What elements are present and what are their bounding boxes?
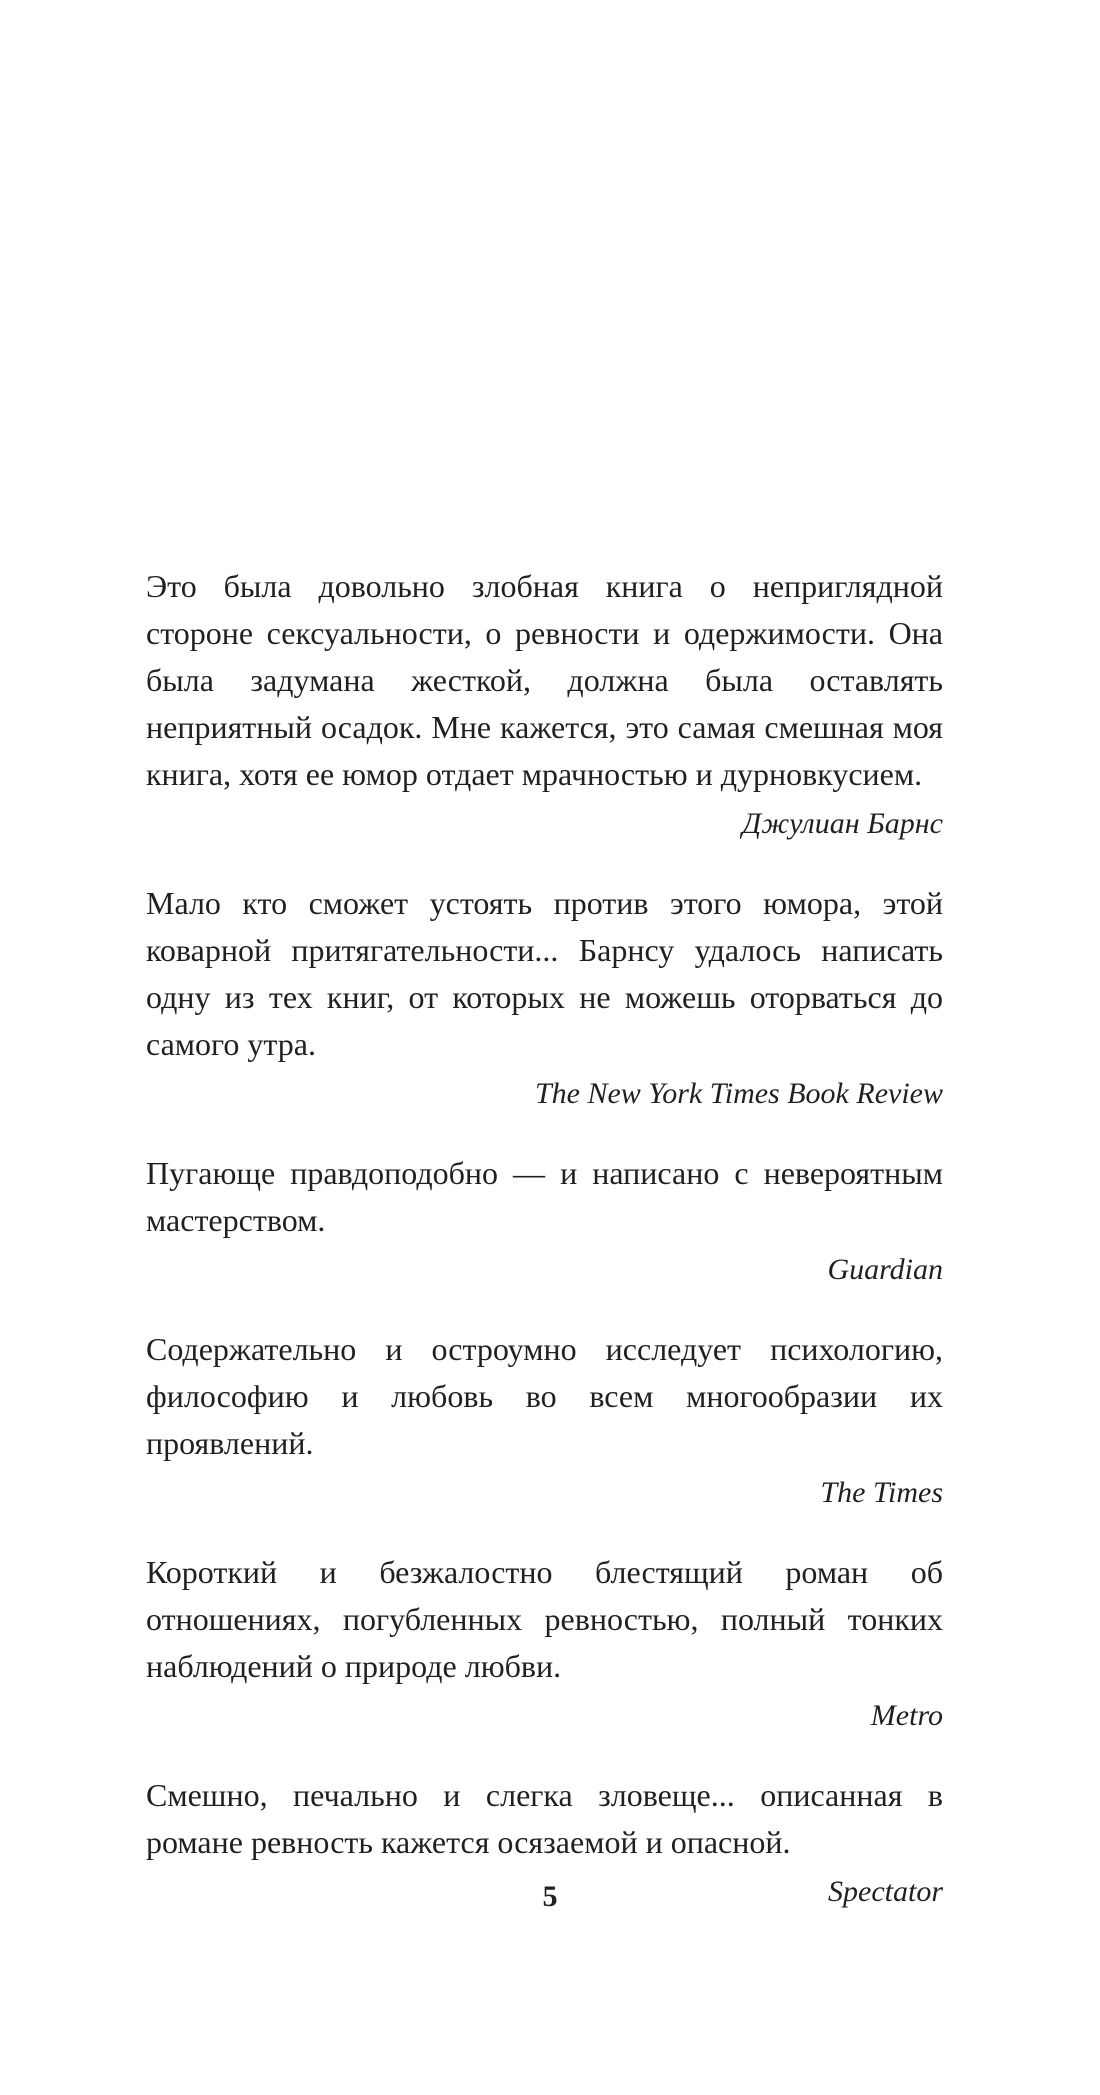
quote-text: Это была довольно злобная книга о неприглядной стороне сексуальности, о ревности и одержимости. Она была задумана жесткой, должна была оставлять неприятный осадок. Мне кажется, это самая смешная моя книга, хотя ее юмор отдает мрачностью и дурновкусием. bbox=[146, 568, 943, 792]
quote-1 bbox=[146, 563, 943, 844]
review-quotes bbox=[146, 563, 943, 1948]
quote-4 bbox=[146, 1326, 943, 1513]
quote-source: Джулиан Барнс bbox=[742, 807, 943, 840]
quote-text: Короткий и безжалостно блестящий роман об отношениях, погубленных ревностью, полный тонких наблюдений о природе любви. bbox=[146, 1554, 943, 1684]
quote-source: Spectator bbox=[828, 1875, 943, 1908]
quote-5 bbox=[146, 1549, 943, 1736]
quote-3 bbox=[146, 1150, 943, 1290]
quote-source: The Times bbox=[820, 1476, 943, 1509]
quote-text: Пугающе правдоподобно — и написано с невероятным мастерством. bbox=[146, 1155, 943, 1238]
page-number: 5 bbox=[542, 1880, 558, 1913]
quote-text: Смешно, печально и слегка зловеще... описанная в романе ревность кажется осязаемой и опасной. bbox=[146, 1777, 943, 1860]
quote-text: Содержательно и остроумно исследует психологию, философию и любовь во всем многообразии их проявлений. bbox=[146, 1331, 943, 1461]
quote-source: The New York Times Book Review bbox=[534, 1077, 943, 1110]
quote-source: Guardian bbox=[827, 1253, 943, 1286]
quote-2 bbox=[146, 880, 943, 1114]
quote-text: Мало кто сможет устоять против этого юмора, этой коварной притягательности... Барнсу удалось написать одну из тех книг, от которых не можешь оторваться до самого утра. bbox=[146, 885, 943, 1062]
quote-source: Metro bbox=[870, 1699, 943, 1732]
